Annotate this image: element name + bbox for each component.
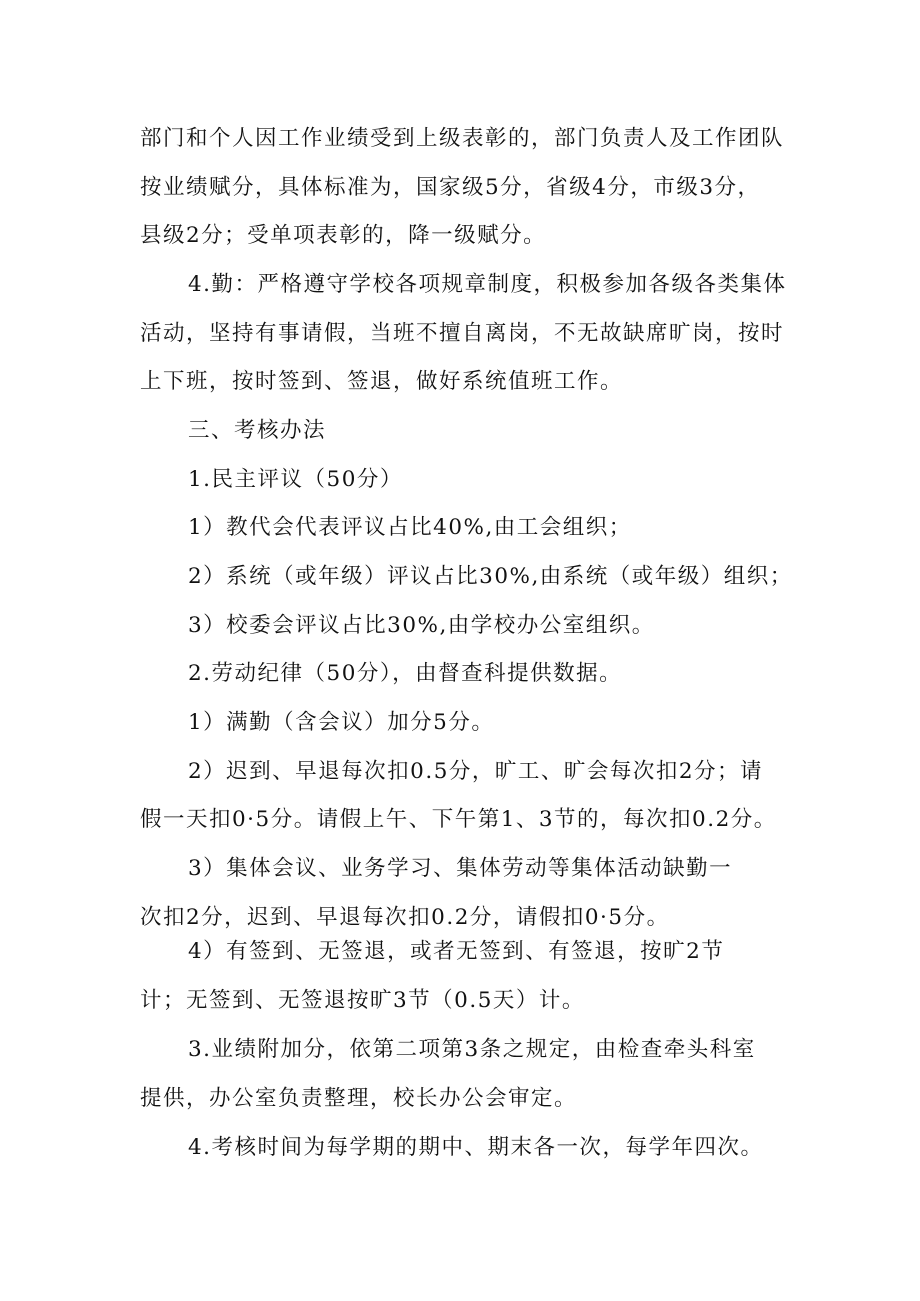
text-line: 3.业绩附加分，依第二项第3条之规定，由检查牵头科室 [188,1037,756,1062]
section-heading: 三、考核办法 [188,418,327,443]
text-line: 4.勤：严格遵守学校各项规章制度，积极参加各级各类集体 [188,272,787,297]
text-line: 2.劳动纪律（50分），由督查科提供数据。 [188,661,623,686]
text-line: 1.民主评议（50分） [188,467,403,492]
text-line: 2）系统（或年级）评议占比30%,由系统（或年级）组织； [188,564,793,589]
text-line: 按业绩赋分，具体标准为，国家级5分，省级4分，市级3分， [140,175,761,200]
text-line: 假一天扣0·5分。请假上午、下午第1、3节的，每次扣0.2分。 [140,807,777,832]
text-line: 4）有签到、无签退，或者无签到、有签退，按旷2节 [188,939,725,964]
text-line: 部门和个人因工作业绩受到上级表彰的，部门负责人及工作团队 [140,126,785,151]
text-line: 2）迟到、早退每次扣0.5分，旷工、旷会每次扣2分；请 [188,759,764,784]
text-line: 县级2分；受单项表彰的，降一级赋分。 [140,223,547,248]
text-line: 1）教代会代表评议占比40%,由工会组织； [188,515,632,540]
text-line: 1）满勤（含会议）加分5分。 [188,710,495,735]
text-line: 提供，办公室负责整理，校长办公会审定。 [140,1086,578,1111]
text-line: 次扣2分，迟到、早退每次扣0.2分，请假扣0·5分。 [140,905,670,930]
text-line: 3）校委会评议占比30%,由学校办公室组织。 [188,613,655,638]
text-line: 3）集体会议、业务学习、集体劳动等集体活动缺勤一 [188,856,733,881]
text-line: 活动，坚持有事请假，当班不擅自离岗，不无故缺席旷岗，按时 [140,321,785,346]
text-line: 计；无签到、无签退按旷3节（0.5天）计。 [140,988,585,1013]
text-line: 4.考核时间为每学期的期中、期末各一次，每学年四次。 [188,1135,764,1160]
text-line: 上下班，按时签到、签退，做好系统值班工作。 [140,369,624,394]
